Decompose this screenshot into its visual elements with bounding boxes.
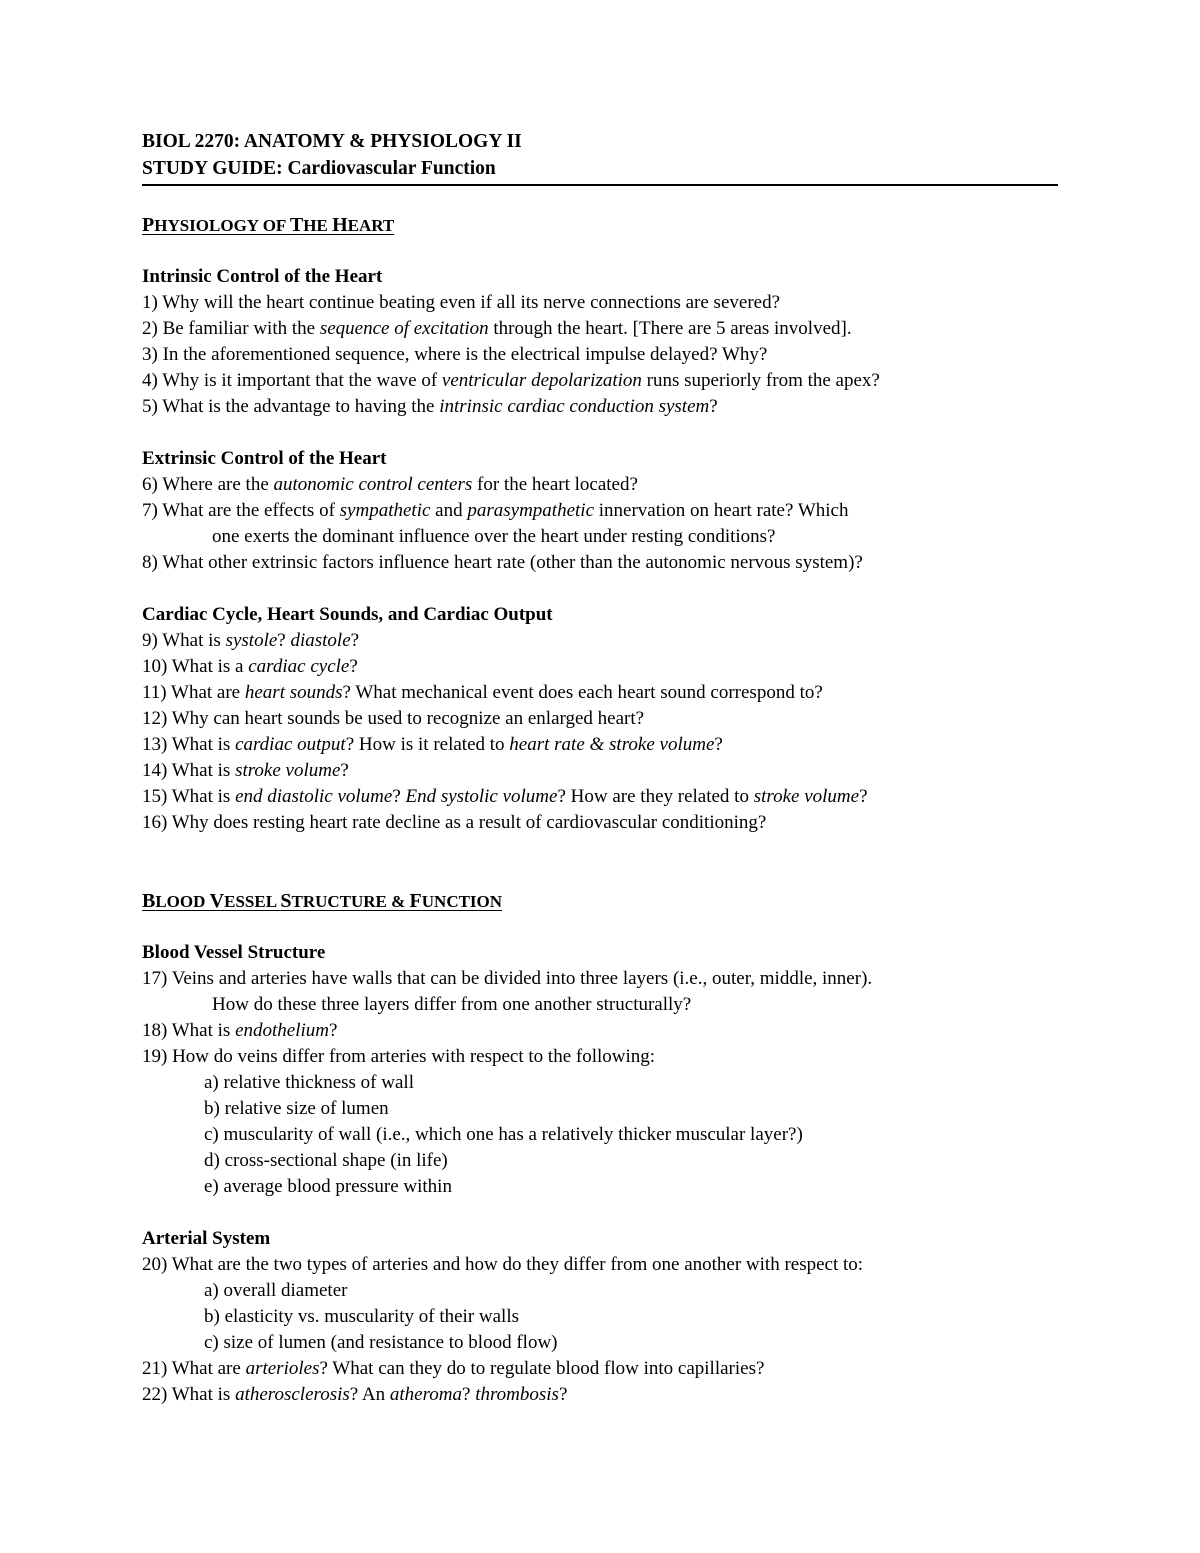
subsection-heading: Arterial System (142, 1228, 271, 1249)
question-line (142, 394, 1058, 420)
question-line (142, 654, 1058, 680)
section-title-part: TRUCTURE & (291, 892, 410, 911)
question-text: ? An (349, 1384, 390, 1405)
question-line (142, 290, 1058, 316)
question-line (142, 628, 1058, 654)
key-term: cardiac cycle (248, 656, 350, 677)
question-text: ? What mechanical event does each heart sound correspond to? (342, 682, 823, 703)
question-text: a) overall diameter (204, 1280, 348, 1301)
section-title-part: F (409, 890, 422, 912)
key-term: heart sounds (244, 682, 343, 703)
question-text: 14) What is (142, 760, 236, 781)
question-text: How do these three layers differ from one another structurally? (212, 994, 692, 1015)
key-term: thrombosis (475, 1384, 559, 1405)
question-line (142, 1018, 1058, 1044)
section-title-part: UNCTION (421, 892, 503, 911)
key-term: intrinsic cardiac conduction system (439, 396, 710, 417)
question-text: 13) What is (142, 734, 236, 755)
key-term: stroke volume (235, 760, 341, 781)
key-term: cardiac output (235, 734, 346, 755)
sub-item (142, 1330, 1058, 1356)
question-text: ? (392, 786, 406, 807)
question-line (142, 550, 1058, 576)
section-title-part: HE (303, 216, 333, 235)
subsection-spacer (142, 576, 1058, 602)
question-text: 3) In the aforementioned sequence, where is the electrical impulse delayed? Why? (142, 344, 768, 365)
question-text: 21) What are (142, 1358, 246, 1379)
question-text: c) size of lumen (and resistance to blood flow) (204, 1332, 558, 1353)
question-text: 18) What is (142, 1020, 236, 1041)
question-text: ? (350, 630, 360, 651)
section-title (142, 212, 1058, 238)
question-text: runs superiorly from the apex? (641, 370, 880, 391)
section-title-part: V (209, 890, 225, 912)
sub-item (142, 1304, 1058, 1330)
question-text: ? (709, 396, 718, 417)
subsection-heading: Intrinsic Control of the Heart (142, 266, 383, 287)
key-term: arterioles (245, 1358, 320, 1379)
section-spacer (142, 836, 1058, 888)
key-term: ventricular depolarization (441, 370, 642, 391)
course-title: BIOL 2270: ANATOMY & PHYSIOLOGY II (142, 131, 522, 152)
key-term: atheroma (389, 1384, 462, 1405)
question-text: 15) What is (142, 786, 236, 807)
key-term: stroke volume (753, 786, 860, 807)
key-term: sequence of excitation (319, 318, 489, 339)
question-text: e) average blood pressure within (204, 1176, 452, 1197)
question-line (142, 810, 1058, 836)
section-title-part: H (332, 214, 348, 236)
question-text: innervation on heart rate? Which (594, 500, 849, 521)
question-text: 5) What is the advantage to having the (142, 396, 440, 417)
question-line (142, 758, 1058, 784)
question-text: 1) Why will the heart continue beating even if all its nerve connections are severed? (142, 292, 781, 313)
document-header (142, 128, 1058, 186)
question-text: ? (859, 786, 868, 807)
question-line (142, 1356, 1058, 1382)
question-text: and (430, 500, 468, 521)
subsection-spacer (142, 1200, 1058, 1226)
key-term: atherosclerosis (235, 1384, 350, 1405)
document-body (142, 212, 1058, 1408)
question-text: b) relative size of lumen (204, 1098, 389, 1119)
question-text: 8) What other extrinsic factors influence heart rate (other than the autonomic nervous system)? (142, 552, 863, 573)
key-term: heart rate & stroke volume (509, 734, 715, 755)
subsection-spacer (142, 420, 1058, 446)
question-text: 4) Why is it important that the wave of (142, 370, 442, 391)
question-text: 16) Why does resting heart rate decline as a result of cardiovascular conditioning? (142, 812, 767, 833)
sub-item (142, 1148, 1058, 1174)
question-text: 6) Where are the (142, 474, 274, 495)
section-title-part: ESSEL (224, 892, 281, 911)
question-line (142, 1382, 1058, 1408)
question-text: 7) What are the effects of (142, 500, 340, 521)
key-term: endothelium (235, 1020, 329, 1041)
subsection-heading: Cardiac Cycle, Heart Sounds, and Cardiac Output (142, 604, 553, 625)
guide-title: STUDY GUIDE: Cardiovascular Function (142, 158, 496, 179)
sub-item (142, 1070, 1058, 1096)
question-text: 17) Veins and arteries have walls that can be divided into three layers (i.e., outer, middle, inner). (142, 968, 873, 989)
key-term: systole (225, 630, 278, 651)
question-text: through the heart. [There are 5 areas involved]. (488, 318, 852, 339)
key-term: autonomic control centers (273, 474, 473, 495)
question-line (142, 966, 1058, 992)
question-line (142, 1252, 1058, 1278)
key-term: diastole (290, 630, 351, 651)
subsection-spacer (142, 238, 1058, 264)
key-term: sympathetic (339, 500, 431, 521)
sub-item (142, 1174, 1058, 1200)
question-text: ? (329, 1020, 338, 1041)
question-text: one exerts the dominant influence over the heart under resting conditions? (212, 526, 776, 547)
question-line (142, 706, 1058, 732)
question-text: 10) What is a (142, 656, 249, 677)
sub-item (142, 1096, 1058, 1122)
question-text: a) relative thickness of wall (204, 1072, 414, 1093)
question-text: d) cross-sectional shape (in life) (204, 1150, 448, 1171)
question-line (142, 472, 1058, 498)
question-line (142, 732, 1058, 758)
key-term: end diastolic volume (235, 786, 393, 807)
section-title-part: HYSIOLOGY OF (154, 216, 290, 235)
question-text: 9) What is (142, 630, 226, 651)
question-text: ? (558, 1384, 568, 1405)
question-line (142, 680, 1058, 706)
subsection-heading: Blood Vessel Structure (142, 942, 326, 963)
question-text: ? (462, 1384, 476, 1405)
section-title-part: S (280, 890, 292, 912)
question-line (142, 368, 1058, 394)
question-text: for the heart located? (472, 474, 638, 495)
question-text: 19) How do veins differ from arteries with respect to the following: (142, 1046, 656, 1067)
key-term: End systolic volume (405, 786, 558, 807)
question-text: 11) What are (142, 682, 245, 703)
question-line (142, 524, 1058, 550)
question-text: ? (277, 630, 291, 651)
header-rule (142, 184, 1058, 186)
section-title-part: LOOD (155, 892, 210, 911)
sub-item (142, 1122, 1058, 1148)
section-title-part: EART (347, 216, 395, 235)
question-line (142, 498, 1058, 524)
section-title-part: B (142, 890, 156, 912)
key-term: parasympathetic (467, 500, 595, 521)
subsection-spacer (142, 914, 1058, 940)
question-line (142, 316, 1058, 342)
question-text: ? What can they do to regulate blood flow into capillaries? (319, 1358, 765, 1379)
question-line (142, 342, 1058, 368)
question-line (142, 1044, 1058, 1070)
question-text: 12) Why can heart sounds be used to recognize an enlarged heart? (142, 708, 645, 729)
section-title-part: P (142, 214, 155, 236)
section-title (142, 888, 1058, 914)
question-text: b) elasticity vs. muscularity of their walls (204, 1306, 520, 1327)
question-text: 22) What is (142, 1384, 236, 1405)
question-text: 20) What are the two types of arteries and how do they differ from one another with respect to: (142, 1254, 864, 1275)
question-line (142, 992, 1058, 1018)
question-text: c) muscularity of wall (i.e., which one has a relatively thicker muscular layer?) (204, 1124, 803, 1145)
subsection-heading: Extrinsic Control of the Heart (142, 448, 387, 469)
question-text: ? How is it related to (345, 734, 510, 755)
question-text: 2) Be familiar with the (142, 318, 320, 339)
question-text: ? How are they related to (557, 786, 754, 807)
question-text: ? (340, 760, 349, 781)
question-text: ? (349, 656, 358, 677)
section-title-part: T (289, 214, 304, 236)
question-line (142, 784, 1058, 810)
question-text: ? (714, 734, 723, 755)
sub-item (142, 1278, 1058, 1304)
